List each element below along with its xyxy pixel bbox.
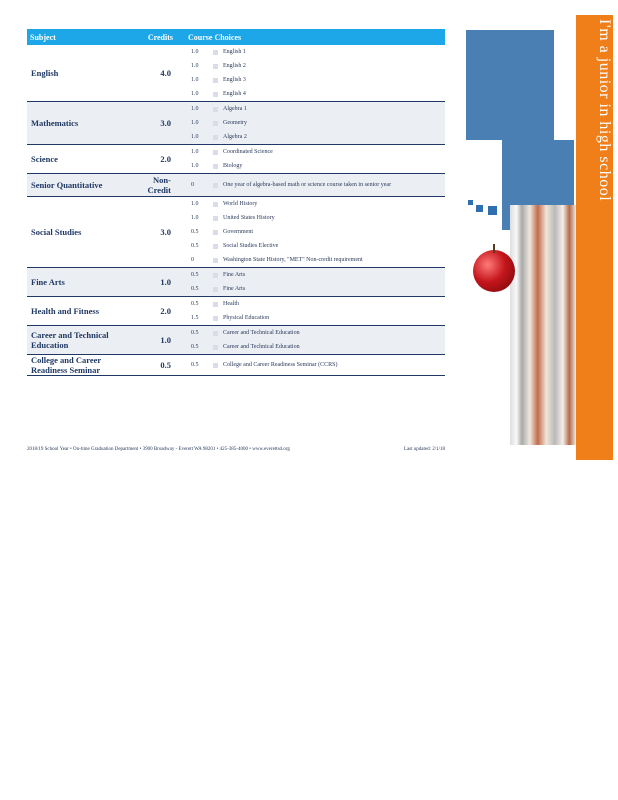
- course-credit: 0.5: [191, 243, 199, 249]
- course-name: World History: [223, 201, 258, 207]
- footer-updated: Last updated: 2/1/18: [403, 447, 445, 452]
- checkbox-icon[interactable]: [213, 230, 218, 235]
- course-credit: 0.5: [191, 286, 199, 292]
- course-name: Social Studies Elective: [223, 243, 279, 249]
- course-credit: 1.0: [191, 201, 199, 207]
- course-name: United States History: [223, 215, 275, 221]
- course-item: [185, 340, 445, 354]
- course-credit: 0.5: [191, 301, 199, 307]
- course-choices-cell: [185, 145, 445, 174]
- course-name: College and Career Readiness Seminar (CCRS): [223, 362, 338, 368]
- checkbox-icon[interactable]: [213, 150, 218, 155]
- course-item: [185, 268, 445, 282]
- course-item: [185, 253, 445, 267]
- table-row: [27, 268, 445, 297]
- course-item: [185, 130, 445, 144]
- checkbox-icon[interactable]: [213, 287, 218, 292]
- subject-cell: English: [27, 45, 130, 102]
- table-row: [27, 297, 445, 326]
- course-choices-cell: [185, 326, 445, 355]
- header-subject: Subject: [27, 29, 130, 45]
- course-credit: 0.5: [191, 344, 199, 350]
- course-credit: 1.0: [191, 63, 199, 69]
- course-item: [185, 282, 445, 296]
- course-item: [185, 145, 445, 159]
- credits-cell: 2.0: [130, 297, 185, 326]
- checkbox-icon[interactable]: [213, 135, 218, 140]
- course-name: Fine Arts: [223, 286, 246, 292]
- course-name: English 1: [223, 49, 246, 55]
- checkbox-icon[interactable]: [213, 316, 218, 321]
- credits-cell: 4.0: [130, 45, 185, 102]
- course-item: [185, 297, 445, 311]
- course-name: English 3: [223, 77, 246, 83]
- course-item: [185, 239, 445, 253]
- table-row: [27, 174, 445, 197]
- table-row: [27, 355, 445, 376]
- course-name: Government: [223, 229, 253, 235]
- course-name: Biology: [223, 163, 243, 169]
- checkbox-icon[interactable]: [213, 273, 218, 278]
- course-credit: 1.0: [191, 106, 199, 112]
- table-row: [27, 102, 445, 145]
- course-choices-cell: [185, 102, 445, 145]
- course-choices-cell: [185, 197, 445, 268]
- course-item: [185, 116, 445, 130]
- checkbox-icon[interactable]: [213, 345, 218, 350]
- checkbox-icon[interactable]: [213, 216, 218, 221]
- sidebar-title: I'm a junior in high school: [596, 19, 613, 202]
- blue-square: [468, 200, 473, 205]
- subject-cell: Science: [27, 145, 130, 174]
- table-row: [27, 326, 445, 355]
- course-name: Career and Technical Education: [223, 344, 300, 350]
- checkbox-icon[interactable]: [213, 50, 218, 55]
- decorative-panel: [466, 0, 618, 460]
- course-name: Coordinated Science: [223, 149, 273, 155]
- course-choices-cell: [185, 174, 445, 197]
- course-item: [185, 159, 445, 173]
- checkbox-icon[interactable]: [213, 164, 218, 169]
- course-credit: 1.0: [191, 91, 199, 97]
- credits-cell: 3.0: [130, 197, 185, 268]
- course-choices-cell: [185, 45, 445, 102]
- course-credit: 1.0: [191, 120, 199, 126]
- table-header-row: [27, 29, 445, 45]
- course-name: Washington State History, "MET" Non-credit requirement: [223, 257, 363, 263]
- course-name: One year of algebra-based math or science course taken in senior year: [223, 182, 392, 188]
- course-item: [185, 225, 445, 239]
- checkbox-icon[interactable]: [213, 331, 218, 336]
- checkbox-icon[interactable]: [213, 258, 218, 263]
- subject-cell: Fine Arts: [27, 268, 130, 297]
- footer-contact: 2018/19 School Year • On-time Graduation Department • 3900 Broadway - Everett WA 98201 • 425-385-4000 • www.everettsd.org: [27, 447, 290, 452]
- credits-cell: 1.0: [130, 326, 185, 355]
- course-name: Health: [223, 301, 239, 307]
- course-credit: 1.0: [191, 149, 199, 155]
- credits-cell: Non-Credit: [130, 174, 185, 197]
- course-name: English 2: [223, 63, 246, 69]
- course-credit: 0.5: [191, 330, 199, 336]
- course-item: [185, 211, 445, 225]
- apple-image: [473, 250, 515, 292]
- blue-square: [488, 206, 497, 215]
- subject-cell: Senior Quantitative: [27, 174, 130, 197]
- course-item: [185, 197, 445, 211]
- course-choices-cell: [185, 355, 445, 376]
- course-credit: 0.5: [191, 229, 199, 235]
- graduation-requirements-table: [27, 29, 445, 376]
- subject-cell: Health and Fitness: [27, 297, 130, 326]
- table-row: [27, 145, 445, 174]
- course-name: Algebra 2: [223, 134, 247, 140]
- blue-square: [476, 205, 483, 212]
- header-credits: Credits: [130, 29, 185, 45]
- checkbox-icon[interactable]: [213, 202, 218, 207]
- credits-cell: 2.0: [130, 145, 185, 174]
- subject-cell: Social Studies: [27, 197, 130, 268]
- checkbox-icon[interactable]: [213, 363, 218, 368]
- course-credit: 1.0: [191, 163, 199, 169]
- credits-cell: 3.0: [130, 102, 185, 145]
- course-credit: 0: [191, 257, 194, 263]
- course-item: [185, 358, 445, 372]
- blue-block: [466, 30, 554, 140]
- checkbox-icon[interactable]: [213, 92, 218, 97]
- course-name: Geometry: [223, 120, 247, 126]
- course-name: Algebra 1: [223, 106, 247, 112]
- checkbox-icon[interactable]: [213, 302, 218, 307]
- checkbox-icon[interactable]: [213, 244, 218, 249]
- credits-cell: 0.5: [130, 355, 185, 376]
- checkbox-icon[interactable]: [213, 121, 218, 126]
- course-credit: 0: [191, 182, 194, 188]
- checkbox-icon[interactable]: [213, 183, 218, 188]
- checkbox-icon[interactable]: [213, 107, 218, 112]
- table-row: [27, 197, 445, 268]
- course-name: English 4: [223, 91, 246, 97]
- course-credit: 1.5: [191, 315, 199, 321]
- course-item: [185, 59, 445, 73]
- course-item: [185, 73, 445, 87]
- course-item: [185, 87, 445, 101]
- header-course-choices: Course Choices: [185, 29, 445, 45]
- subject-cell: Mathematics: [27, 102, 130, 145]
- course-credit: 1.0: [191, 49, 199, 55]
- course-item: [185, 45, 445, 59]
- course-item: [185, 102, 445, 116]
- course-item: [185, 326, 445, 340]
- course-credit: 1.0: [191, 134, 199, 140]
- course-item: [185, 178, 445, 192]
- course-choices-cell: [185, 268, 445, 297]
- checkbox-icon[interactable]: [213, 64, 218, 69]
- apple-stem: [493, 244, 495, 253]
- course-credit: 0.5: [191, 272, 199, 278]
- test-tubes-image: [510, 205, 576, 445]
- course-credit: 1.0: [191, 215, 199, 221]
- checkbox-icon[interactable]: [213, 78, 218, 83]
- course-choices-cell: [185, 297, 445, 326]
- credits-cell: 1.0: [130, 268, 185, 297]
- subject-cell: Career and Technical Education: [27, 326, 130, 355]
- course-item: [185, 311, 445, 325]
- course-name: Fine Arts: [223, 272, 246, 278]
- course-name: Career and Technical Education: [223, 330, 300, 336]
- subject-cell: College and Career Readiness Seminar: [27, 355, 130, 376]
- footer: [27, 447, 445, 452]
- course-credit: 0.5: [191, 362, 199, 368]
- course-credit: 1.0: [191, 77, 199, 83]
- table-row: [27, 45, 445, 102]
- course-name: Physical Education: [223, 315, 270, 321]
